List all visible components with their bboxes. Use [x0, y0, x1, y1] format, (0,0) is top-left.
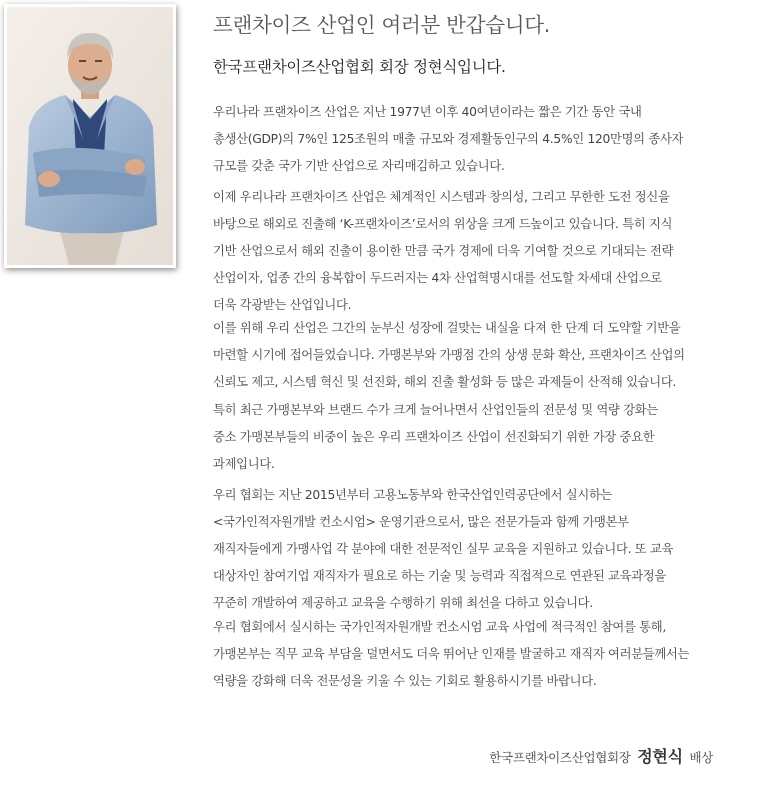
- paragraph-line: 꾸준히 개발하여 제공하고 교육을 수행하기 위해 최선을 다하고 있습니다.: [213, 596, 593, 610]
- paragraph-line: 더욱 각광받는 산업입니다.: [213, 298, 352, 312]
- greeting-paragraph-3: [213, 315, 753, 396]
- paragraph-line: 바탕으로 해외로 진출해 ‘K-프랜차이즈’로서의 위상을 크게 드높이고 있습니다. 특히 지식: [213, 217, 673, 231]
- paragraph-line: 기반 산업으로서 해외 진출이 용이한 만큼 국가 경제에 더욱 기여할 것으로 기대되는 전략: [213, 244, 674, 258]
- paragraph-line: 우리 협회에서 실시하는 국가인적자원개발 컨소시엄 교육 사업에 적극적인 참여를 통해,: [213, 620, 666, 634]
- paragraph-line: 이를 위해 우리 산업은 그간의 눈부신 성장에 걸맞는 내실을 다져 한 단계 더 도약할 기반을: [213, 321, 681, 335]
- signature-name: 정현식: [637, 747, 683, 766]
- paragraph-line: 특히 최근 가맹본부와 브랜드 수가 크게 늘어나면서 산업인들의 전문성 및 역량 강화는: [213, 403, 658, 417]
- paragraph-line: 이제 우리나라 프랜차이즈 산업은 체계적인 시스템과 창의성, 그리고 무한한 도전 정신을: [213, 190, 670, 204]
- paragraph-line: <국가인적자원개발 컨소시엄> 운영기관으로서, 많은 전문가들과 함께 가맹본부: [213, 515, 629, 529]
- greeting-paragraph-5: [213, 482, 753, 617]
- greeting-paragraph-6: [213, 614, 753, 695]
- greeting-headline: 프랜차이즈 산업인 여러분 반갑습니다.: [213, 13, 550, 37]
- signature-org: 한국프랜차이즈산업협회장: [489, 750, 631, 765]
- paragraph-line: 중소 가맹본부들의 비중이 높은 우리 프랜차이즈 산업이 선진화되기 위한 가장 중요한: [213, 430, 655, 444]
- paragraph-line: 규모를 갖춘 국가 기반 산업으로 자리매김하고 있습니다.: [213, 159, 505, 173]
- paragraph-line: 산업이자, 업종 간의 융복합이 두드러지는 4차 산업혁명시대를 선도할 차세대 산업으로: [213, 271, 662, 285]
- paragraph-line: 대상자인 참여기업 재직자가 필요로 하는 기술 및 능력과 직접적으로 연관된 교육과정을: [213, 569, 666, 583]
- paragraph-line: 마련할 시기에 접어들었습니다. 가맹본부와 가맹점 간의 상생 문화 확산, 프랜차이즈 산업의: [213, 348, 685, 362]
- paragraph-line: 총생산(GDP)의 7%인 125조원의 매출 규모와 경제활동인구의 4.5%인 120만명의 종사자: [213, 132, 684, 146]
- president-portrait-image: [7, 7, 173, 265]
- greeting-subhead: 한국프랜차이즈산업협회 회장 정현식입니다.: [213, 58, 506, 76]
- greeting-paragraph-2: [213, 184, 753, 319]
- president-photo: [4, 4, 176, 268]
- greeting-paragraph-1: [213, 99, 753, 180]
- paragraph-line: 재직자들에게 가맹사업 각 분야에 대한 전문적인 실무 교육을 지원하고 있습니다. 또 교육: [213, 542, 674, 556]
- greeting-paragraph-4: [213, 397, 753, 478]
- paragraph-line: 신뢰도 제고, 시스템 혁신 및 선진화, 해외 진출 활성화 등 많은 과제들이 산적해 있습니다.: [213, 375, 677, 389]
- paragraph-line: 과제입니다.: [213, 457, 275, 471]
- paragraph-line: 우리나라 프랜차이즈 산업은 지난 1977년 이후 40여년이라는 짧은 기간 동안 국내: [213, 105, 642, 119]
- signature-suffix: 배상: [689, 750, 713, 765]
- paragraph-line: 역량을 강화해 더욱 전문성을 키울 수 있는 기회로 활용하시기를 바랍니다.: [213, 674, 597, 688]
- paragraph-line: 우리 협회는 지난 2015년부터 고용노동부와 한국산업인력공단에서 실시하는: [213, 488, 613, 502]
- signature: [489, 744, 713, 767]
- paragraph-line: 가맹본부는 직무 교육 부담을 덜면서도 더욱 뛰어난 인재를 발굴하고 재직자 여러분들께서는: [213, 647, 690, 661]
